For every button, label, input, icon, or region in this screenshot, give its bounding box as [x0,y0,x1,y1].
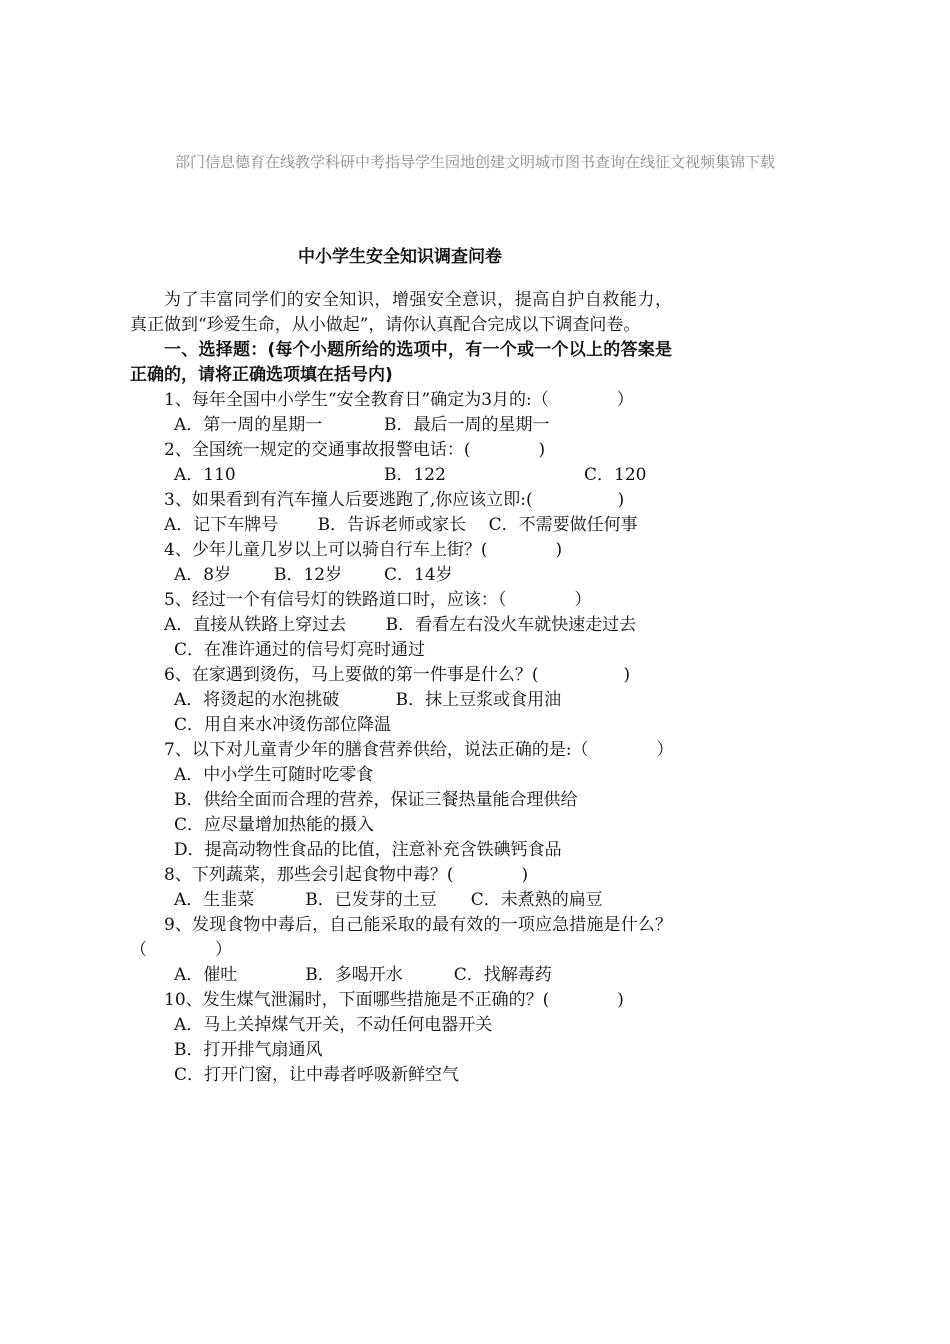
question-1-options [130,413,672,438]
option-b: B．122 [384,465,446,485]
question-3: 3、如果看到有汽车撞人后要逃跑了,你应该立即:( ) [164,490,625,510]
option-a: A．马上关掉煤气开关，不动任何电器开关 [174,1015,493,1035]
question-7-option-c [130,813,672,838]
option-a: A．中小学生可随时吃零食 [174,765,374,785]
question-6: 6、在家遇到烫伤，马上要做的第一件事是什么？( ) [164,665,631,685]
question-7-option-d [130,838,672,863]
option-c: C．应尽量增加热能的摄入 [174,815,375,835]
option-c: C．打开门窗，让中毒者呼吸新鲜空气 [174,1065,460,1085]
question-2-options [130,463,672,488]
question-9: 9、发现食物中毒后，自己能采取的最有效的一项应急措施是什么？（ ） [130,915,672,960]
option-b: B．最后一周的星期一 [384,415,550,435]
section-heading: 一、选择题：(每个小题所给的选项中，有一个或一个以上的答案是正确的，请将正确选项填在括号内) [130,340,672,385]
questionnaire-body [130,288,672,1088]
question-10-option-c [130,1063,672,1088]
question-7-option-b [130,788,672,813]
option-c: C．在准许通过的信号灯亮时通过 [174,640,426,660]
option-b: B．供给全面而合理的营养，保证三餐热量能合理供给 [174,790,578,810]
question-9-options [130,963,672,988]
question-3-options: A．记下车牌号 B．告诉老师或家长 C．不需要做任何事 [164,515,638,535]
question-4-options [130,563,672,588]
question-2: 2、全国统一规定的交通事故报警电话：( ) [164,440,546,460]
option-c: C．120 [584,465,647,485]
question-10-option-a [130,1013,672,1038]
option-c: C．用自来水冲烫伤部位降温 [174,715,392,735]
question-10: 10、发生煤气泄漏时，下面哪些措施是不正确的？( ) [164,990,624,1010]
question-8-options [130,888,672,913]
options: A．生韭菜 B．已发芽的土豆 C．未煮熟的扁豆 [174,890,603,910]
option-b: B．12岁 [274,565,343,585]
options: A．催吐 B．多喝开水 C．找解毒药 [174,965,552,985]
question-7: 7、以下对儿童青少年的膳食营养供给，说法正确的是:（ ） [164,740,674,760]
question-1: 1、每年全国中小学生“安全教育日”确定为3月的:（ ） [164,390,634,410]
question-5: 5、经过一个有信号灯的铁路道口时，应该：（ ） [164,590,592,610]
header-nav: 部门信息德育在线教学科研中考指导学生园地创建文明城市图书查询在线征文视频集锦下载 [174,153,775,171]
question-5-option-c [130,638,672,663]
option-a: A．110 [174,465,236,485]
question-6-option-c [130,713,672,738]
question-5-options-ab: A．直接从铁路上穿过去 B．看看左右没火车就快速走过去 [164,615,637,635]
option-b: B．打开排气扇通风 [174,1040,323,1060]
intro-paragraph: 为了丰富同学们的安全知识，增强安全意识，提高自护自救能力，真正做到“珍爱生命，从小做起”，请你认真配合完成以下调查问卷。 [130,290,672,335]
page-title: 中小学生安全知识调查问卷 [298,247,502,267]
option-a: A．第一周的星期一 [174,415,323,435]
question-10-option-b [130,1038,672,1063]
option-d: D．提高动物性食品的比值，注意补充含铁碘钙食品 [174,840,562,860]
question-6-options-ab [130,688,672,713]
option-a: A．8岁 [174,565,232,585]
option-c: C．14岁 [384,565,453,585]
question-7-option-a [130,763,672,788]
question-8: 8、下列蔬菜，那些会引起食物中毒？( ) [164,865,529,885]
option-ab: A．将烫起的水泡挑破 B．抹上豆浆或食用油 [174,690,562,710]
question-4: 4、少年儿童几岁以上可以骑自行车上街？( ) [164,540,563,560]
